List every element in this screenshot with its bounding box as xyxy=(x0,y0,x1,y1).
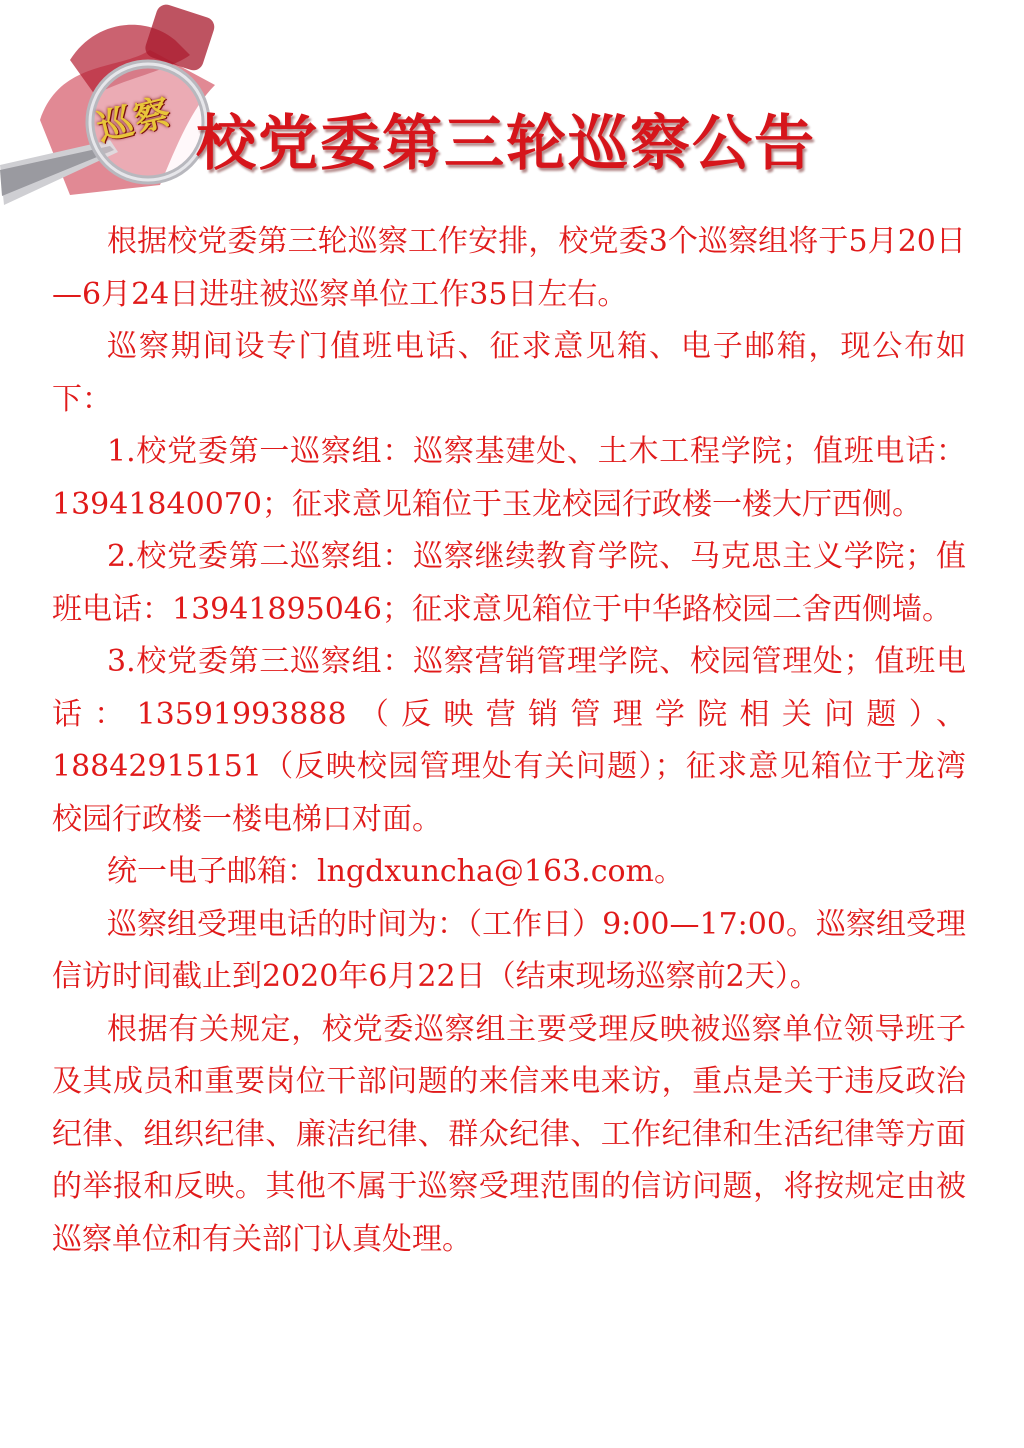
paragraph-hours: 巡察组受理电话的时间为：（工作日）9:00—17:00。巡察组受理信访时间截止到2020年6月22日（结束现场巡察前2天）。 xyxy=(52,906,966,994)
notice-body xyxy=(52,216,966,1266)
paragraph-scope: 根据有关规定，校党委巡察组主要受理反映被巡察单位领导班子及其成员和重要岗位干部问题的来信来电来访，重点是关于违反政治纪律、组织纪律、廉洁纪律、群众纪律、工作纪律和生活纪律等方面的举报和反映。其他不属于巡察受理范围的信访问题，将按规定由被巡察单位和有关部门认真处理。 xyxy=(52,1011,966,1257)
emblem-label: 巡察 xyxy=(92,91,177,150)
paragraph-group-1: 1.校党委第一巡察组：巡察基建处、土木工程学院；值班电话：13941840070；征求意见箱位于玉龙校园行政楼一楼大厅西侧。 xyxy=(52,434,966,522)
paragraph-group-2: 2.校党委第二巡察组：巡察继续教育学院、马克思主义学院；值班电话：13941895046；征求意见箱位于中华路校园二舍西侧墙。 xyxy=(52,539,966,627)
header xyxy=(0,0,1024,210)
paragraph-group-3: 3.校党委第三巡察组：巡察营销管理学院、校园管理处；值班电话：13591993888（反映营销管理学院相关问题）、18842915151（反映校园管理处有关问题）；征求意见箱位于龙湾校园行政楼一楼电梯口对面。 xyxy=(52,644,966,837)
paragraph-email: 统一电子邮箱：lngdxuncha@163.com。 xyxy=(107,854,685,889)
page-title: 校党委第三轮巡察公告 xyxy=(196,109,816,179)
paragraph-schedule: 根据校党委第三轮巡察工作安排，校党委3个巡察组将于5月20日—6月24日进驻被巡察单位工作35日左右。 xyxy=(52,224,966,312)
paragraph-contact-intro: 巡察期间设专门值班电话、征求意见箱、电子邮箱，现公布如下： xyxy=(52,329,966,417)
